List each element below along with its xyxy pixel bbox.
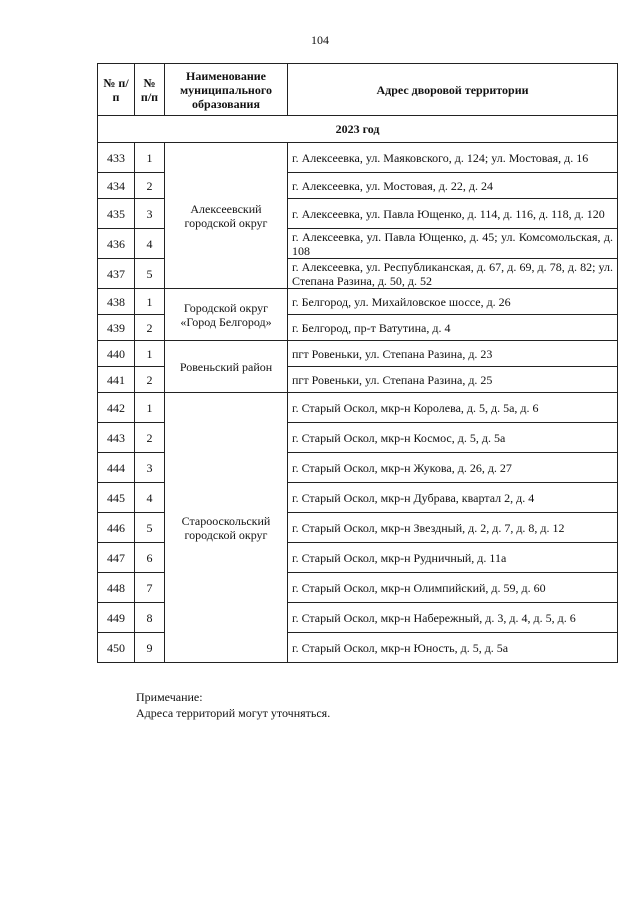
address-cell: г. Алексеевка, ул. Республиканская, д. 67, д. 69, д. 78, д. 82; ул. Степана Разина, д. 50, д. 52 [288, 259, 618, 289]
row-number: 447 [98, 543, 135, 573]
year-label: 2023 год [98, 116, 618, 143]
header-address: Адрес дворовой территории [288, 64, 618, 116]
municipality-cell: Ровеньский район [165, 341, 288, 393]
row-local-number: 5 [135, 259, 165, 289]
row-number: 438 [98, 289, 135, 315]
header-number-global: № п/п [98, 64, 135, 116]
row-local-number: 4 [135, 483, 165, 513]
row-local-number: 8 [135, 603, 165, 633]
address-cell: г. Старый Оскол, мкр-н Набережный, д. 3, д. 4, д. 5, д. 6 [288, 603, 618, 633]
note-title: Примечание: [136, 690, 203, 704]
address-cell: пгт Ровеньки, ул. Степана Разина, д. 23 [288, 341, 618, 367]
table-row [98, 289, 618, 315]
row-number: 436 [98, 229, 135, 259]
row-number: 450 [98, 633, 135, 663]
address-cell: г. Старый Оскол, мкр-н Дубрава, квартал 2, д. 4 [288, 483, 618, 513]
year-row [98, 116, 618, 143]
address-cell: г. Старый Оскол, мкр-н Юность, д. 5, д. 5а [288, 633, 618, 663]
row-local-number: 1 [135, 393, 165, 423]
row-local-number: 7 [135, 573, 165, 603]
row-local-number: 4 [135, 229, 165, 259]
address-cell: г. Алексеевка, ул. Павла Ющенко, д. 114, д. 116, д. 118, д. 120 [288, 199, 618, 229]
table-body [98, 116, 618, 663]
row-local-number: 2 [135, 423, 165, 453]
address-cell: пгт Ровеньки, ул. Степана Разина, д. 25 [288, 367, 618, 393]
address-cell: г. Старый Оскол, мкр-н Жукова, д. 26, д. 27 [288, 453, 618, 483]
header-number-local: № п/п [135, 64, 165, 116]
row-number: 448 [98, 573, 135, 603]
note [136, 689, 330, 721]
row-local-number: 6 [135, 543, 165, 573]
row-number: 440 [98, 341, 135, 367]
address-cell: г. Старый Оскол, мкр-н Звездный, д. 2, д. 7, д. 8, д. 12 [288, 513, 618, 543]
row-local-number: 2 [135, 315, 165, 341]
row-local-number: 2 [135, 367, 165, 393]
address-table [97, 63, 618, 663]
row-number: 442 [98, 393, 135, 423]
row-number: 437 [98, 259, 135, 289]
municipality-cell: Алексеевский городской округ [165, 143, 288, 289]
row-number: 445 [98, 483, 135, 513]
row-number: 444 [98, 453, 135, 483]
address-cell: г. Старый Оскол, мкр-н Олимпийский, д. 59, д. 60 [288, 573, 618, 603]
row-local-number: 5 [135, 513, 165, 543]
row-number: 433 [98, 143, 135, 173]
row-number: 435 [98, 199, 135, 229]
row-number: 449 [98, 603, 135, 633]
row-local-number: 2 [135, 173, 165, 199]
row-local-number: 9 [135, 633, 165, 663]
table-row [98, 341, 618, 367]
header-municipality: Наименование муниципального образования [165, 64, 288, 116]
row-local-number: 1 [135, 143, 165, 173]
row-number: 443 [98, 423, 135, 453]
row-local-number: 1 [135, 341, 165, 367]
address-cell: г. Старый Оскол, мкр-н Рудничный, д. 11а [288, 543, 618, 573]
page-number: 104 [311, 33, 329, 47]
table-row [98, 143, 618, 173]
table-row [98, 393, 618, 423]
municipality-cell: Городской округ «Город Белгород» [165, 289, 288, 341]
row-number: 439 [98, 315, 135, 341]
address-cell: г. Алексеевка, ул. Павла Ющенко, д. 45; ул. Комсомольская, д. 108 [288, 229, 618, 259]
address-cell: г. Старый Оскол, мкр-н Космос, д. 5, д. 5а [288, 423, 618, 453]
row-local-number: 3 [135, 453, 165, 483]
row-number: 441 [98, 367, 135, 393]
address-cell: г. Белгород, ул. Михайловское шоссе, д. 26 [288, 289, 618, 315]
row-local-number: 1 [135, 289, 165, 315]
municipality-cell: Старооскольский городской округ [165, 393, 288, 663]
address-cell: г. Белгород, пр-т Ватутина, д. 4 [288, 315, 618, 341]
address-cell: г. Старый Оскол, мкр-н Королева, д. 5, д. 5а, д. 6 [288, 393, 618, 423]
row-number: 434 [98, 173, 135, 199]
address-cell: г. Алексеевка, ул. Мостовая, д. 22, д. 24 [288, 173, 618, 199]
row-local-number: 3 [135, 199, 165, 229]
note-text: Адреса территорий могут уточняться. [136, 706, 331, 720]
row-number: 446 [98, 513, 135, 543]
table-header-row [98, 64, 618, 116]
address-cell: г. Алексеевка, ул. Маяковского, д. 124; ул. Мостовая, д. 16 [288, 143, 618, 173]
